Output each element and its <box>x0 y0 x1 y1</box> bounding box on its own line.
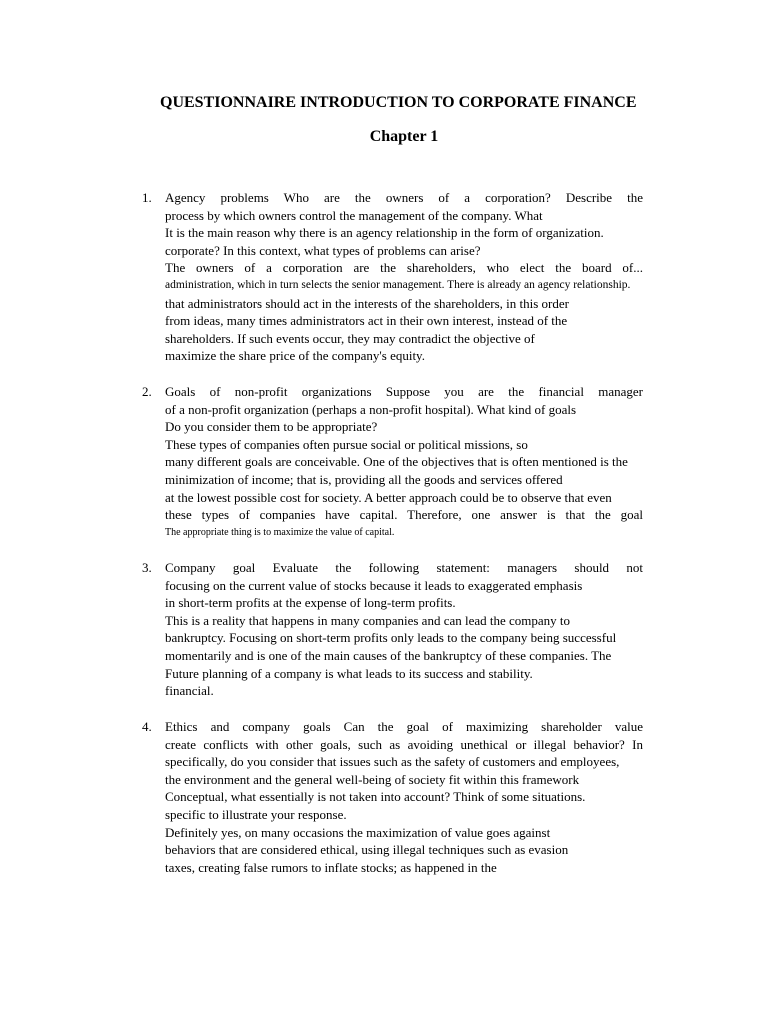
q4-line: Ethics and company goals Can the goal of maximizing shareholder value <box>165 719 643 734</box>
q2-line: minimization of income; that is, providing all the goods and services offered <box>165 471 563 487</box>
question-2-number: 2. <box>142 384 152 399</box>
q3-line: focusing on the current value of stocks because it leads to exaggerated emphasis <box>165 577 583 593</box>
q4-line: taxes, creating false rumors to inflate stocks; as happened in the <box>165 859 497 875</box>
q4-line: behaviors that are considered ethical, using illegal techniques such as evasion <box>165 842 569 858</box>
q3-line: momentarily and is one of the main causes of the bankruptcy of these companies. The <box>165 647 612 663</box>
q3-line: This is a reality that happens in many companies and can lead the company to <box>165 612 571 628</box>
q4-line: specific to illustrate your response. <box>165 806 347 822</box>
question-3 <box>165 559 643 700</box>
q1-line: The owners of a corporation are the shareholders, who elect the board of... <box>165 260 643 276</box>
q2-line: Goals of non-profit organizations Suppose you are the financial manager <box>165 384 643 399</box>
q1-line: Agency problems Who are the owners of a corporation? Describe the <box>165 190 643 205</box>
q3-line: bankruptcy. Focusing on short-term profits only leads to the company being successful <box>165 630 617 646</box>
q2-line: These types of companies often pursue social or political missions, so <box>165 436 528 452</box>
q4-line: Conceptual, what essentially is not taken into account? Think of some situations. <box>165 789 586 805</box>
question-4 <box>165 718 643 876</box>
q4-line: create conflicts with other goals, such as avoiding unethical or illegal behavior? In <box>165 736 643 752</box>
question-2 <box>165 383 643 541</box>
q3-line: in short-term profits at the expense of long-term profits. <box>165 595 456 611</box>
document-title: QUESTIONNAIRE INTRODUCTION TO CORPORATE FINANCE <box>160 94 637 111</box>
question-4-number: 4. <box>142 719 152 734</box>
q1-line: process by which owners control the management of the company. What <box>165 207 543 223</box>
question-1-number: 1. <box>142 190 152 205</box>
q2-line: of a non-profit organization (perhaps a non-profit hospital). What kind of goals <box>165 401 577 417</box>
q2-line: these types of companies have capital. Therefore, one answer is that the goal <box>165 507 643 523</box>
q1-line: from ideas, many times administrators act in their own interest, instead of the <box>165 313 568 329</box>
q1-line: corporate? In this context, what types of problems can arise? <box>165 242 481 258</box>
question-3-number: 3. <box>142 560 152 575</box>
q1-line: shareholders. If such events occur, they may contradict the objective of <box>165 330 535 346</box>
chapter-heading: Chapter 1 <box>369 128 439 145</box>
q4-line: specifically, do you consider that issues such as the safety of customers and employees, <box>165 754 620 770</box>
q1-line: It is the main reason why there is an agency relationship in the form of organization. <box>165 225 604 241</box>
q1-line: administration, which in turn selects the senior management. There is already an agency relationship. <box>165 278 631 291</box>
q3-line: financial. <box>165 683 214 699</box>
question-1 <box>165 189 643 365</box>
q2-line: many different goals are conceivable. One of the objectives that is often mentioned is the <box>165 454 628 470</box>
q2-line: Do you consider them to be appropriate? <box>165 419 378 435</box>
q2-line: at the lowest possible cost for society. A better approach could be to observe that even <box>165 489 612 505</box>
q3-line: Company goal Evaluate the following statement: managers should not <box>165 560 643 575</box>
q4-line: Definitely yes, on many occasions the maximization of value goes against <box>165 824 551 840</box>
q2-line: The appropriate thing is to maximize the value of capital. <box>165 526 395 538</box>
q1-line: that administrators should act in the interests of the shareholders, in this order <box>165 295 569 311</box>
q1-line: maximize the share price of the company's equity. <box>165 348 425 364</box>
q4-line: the environment and the general well-being of society fit within this framework <box>165 771 580 787</box>
q3-line: Future planning of a company is what leads to its success and stability. <box>165 665 533 681</box>
